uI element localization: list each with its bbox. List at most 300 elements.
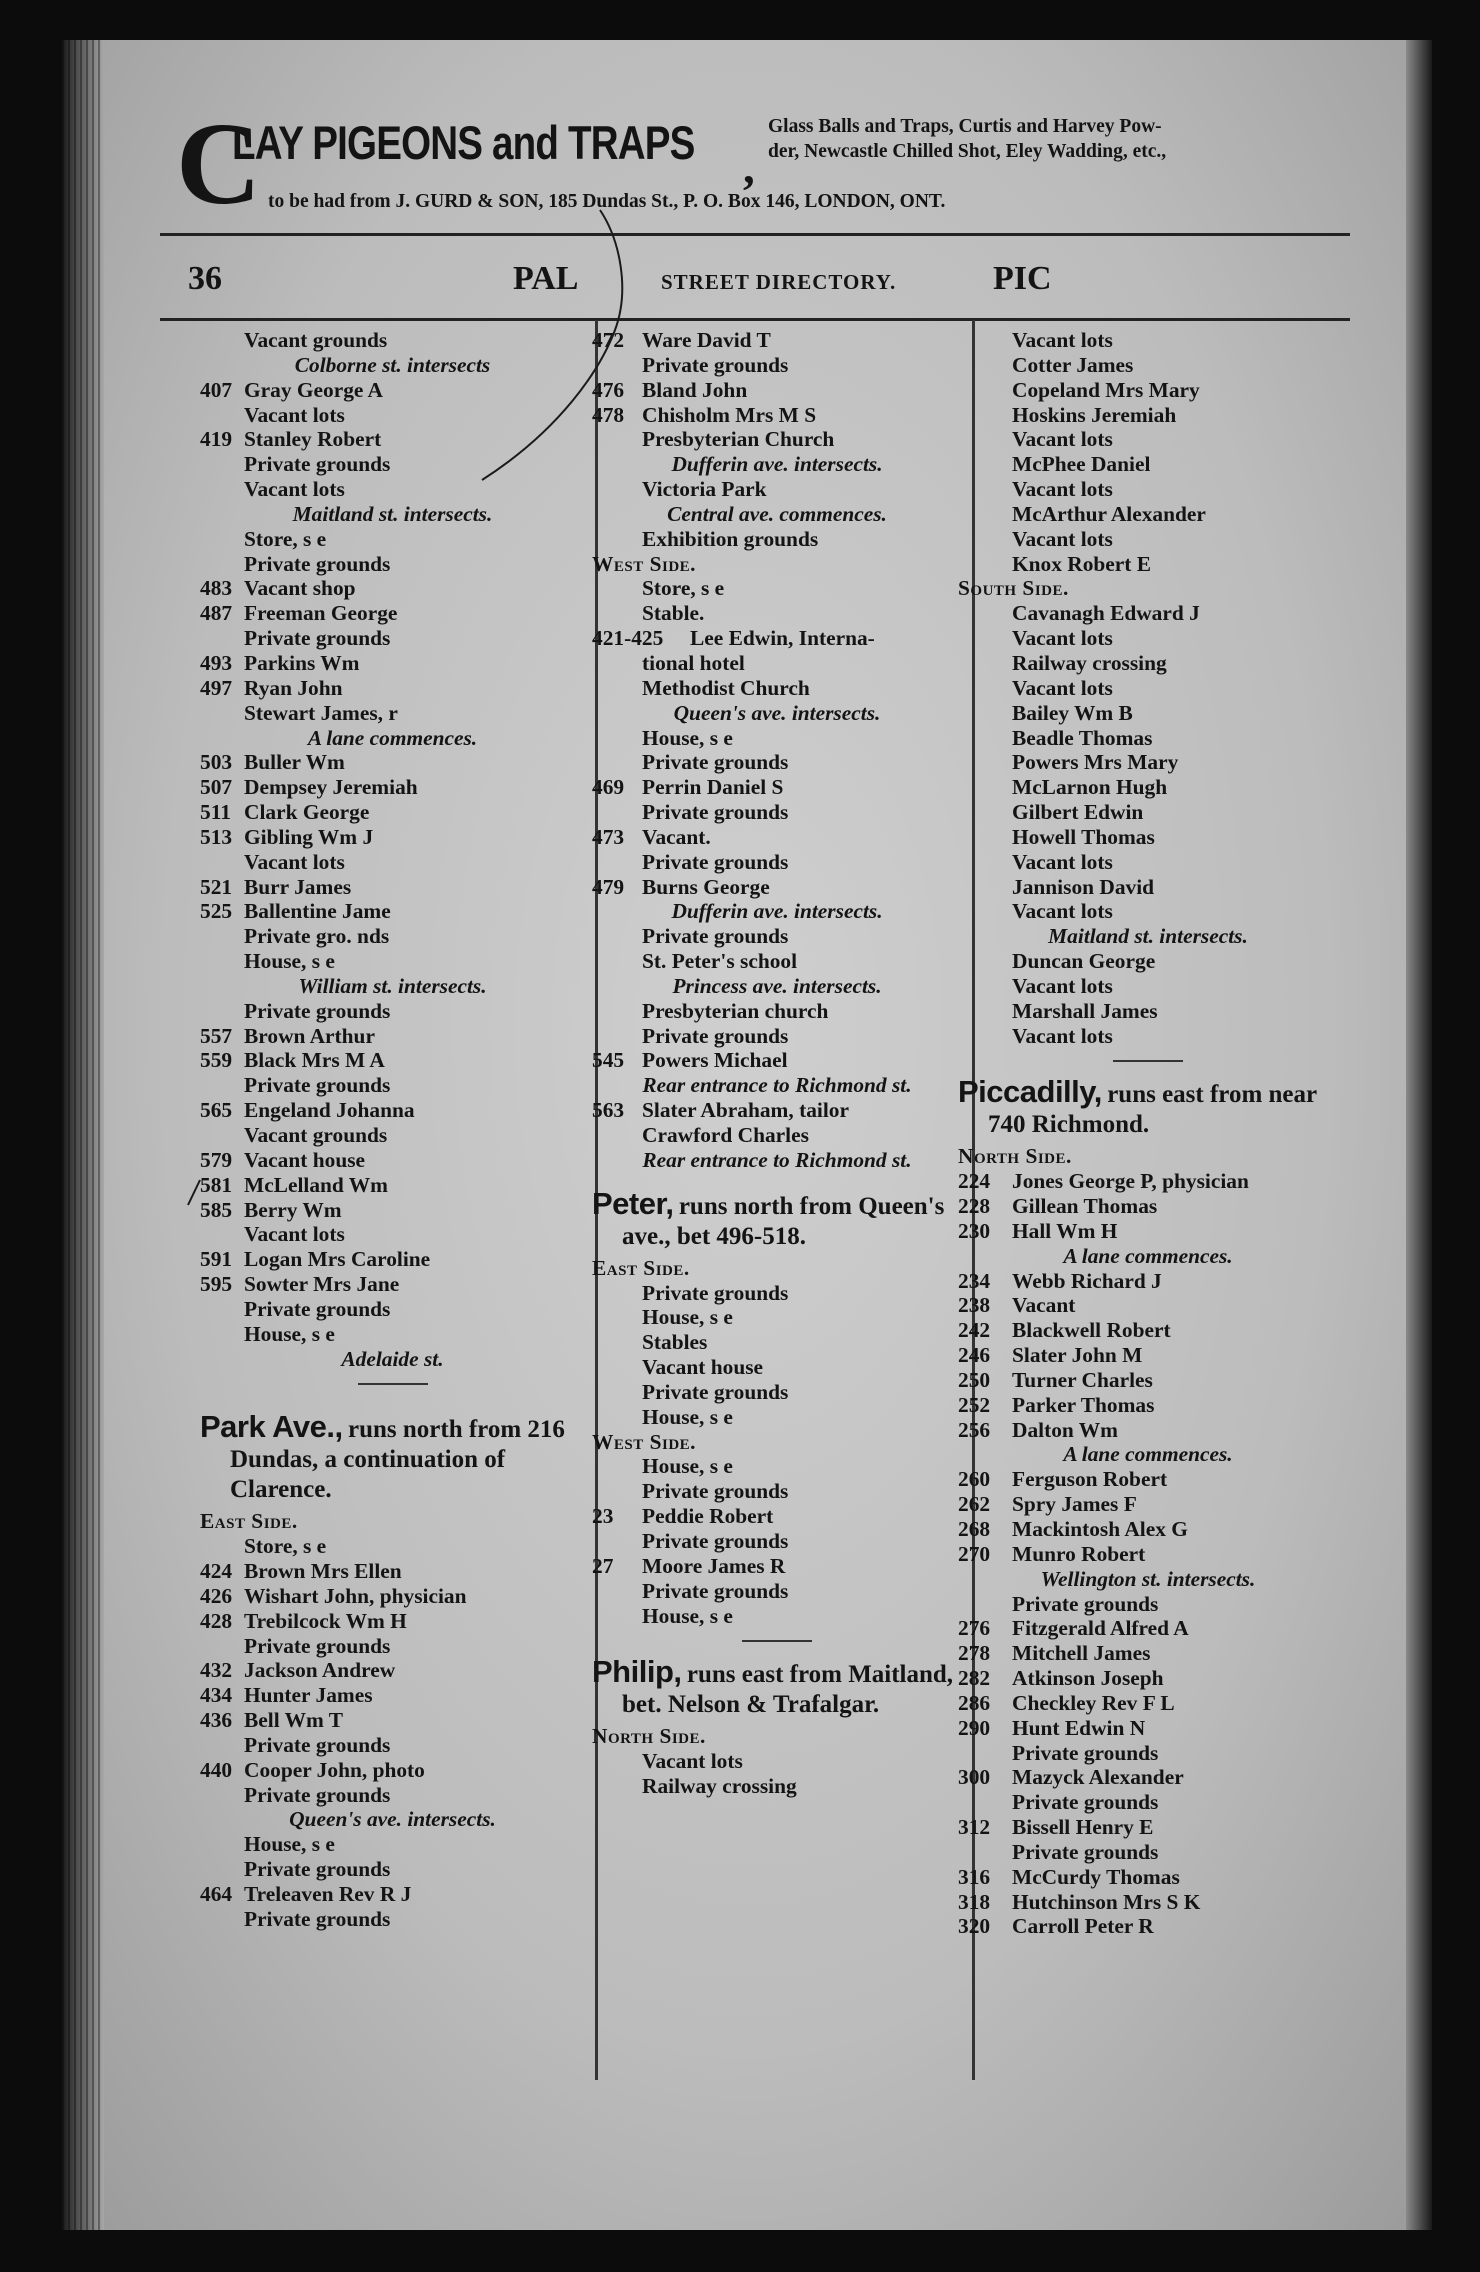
directory-entry — [200, 850, 585, 875]
entry-text: Powers Michael — [642, 1048, 788, 1073]
house-number: 487 — [200, 601, 233, 626]
directory-entry — [592, 726, 962, 751]
entry-text: Brown Mrs Ellen — [244, 1558, 402, 1583]
house-number: 278 — [958, 1641, 991, 1666]
directory-entry — [200, 1559, 585, 1584]
entry-text: Private grounds — [642, 800, 789, 825]
directory-entry — [958, 1666, 1338, 1691]
entry-text: Private grounds — [642, 352, 789, 377]
entry-text: Railway crossing — [1012, 650, 1167, 675]
intersection-text: Central ave. commences. — [667, 501, 887, 526]
entry-text: Vacant lots — [1012, 1023, 1113, 1048]
house-number: 478 — [592, 402, 625, 427]
entry-text: Exhibition grounds — [642, 526, 819, 551]
entry-text: House, s e — [642, 725, 733, 750]
directory-entry — [958, 1914, 1338, 1939]
entry-text: Vacant. — [642, 824, 711, 849]
directory-entry — [958, 1517, 1338, 1542]
directory-entry — [958, 1741, 1338, 1766]
house-number: 268 — [958, 1516, 991, 1541]
intersection-text: A lane commences. — [1063, 1243, 1233, 1268]
directory-entry — [958, 775, 1338, 800]
directory-entry — [592, 1579, 962, 1604]
entry-text: Methodist Church — [642, 675, 810, 700]
section-divider — [958, 1048, 1338, 1073]
directory-entry — [592, 1024, 962, 1049]
entry-text: Vacant lots — [642, 1749, 743, 1774]
entry-text: Ballentine Jame — [244, 899, 391, 924]
directory-entry — [958, 676, 1338, 701]
house-number: 483 — [200, 576, 233, 601]
street-name: Park Ave., — [200, 1409, 343, 1445]
entry-text: Store, s e — [244, 1534, 327, 1559]
side-heading — [958, 1144, 1338, 1169]
divider-rule — [1113, 1060, 1183, 1062]
directory-entry — [592, 825, 962, 850]
directory-entry — [958, 1269, 1338, 1294]
directory-entry — [958, 1194, 1338, 1219]
entry-text: House, s e — [642, 1305, 733, 1330]
entry-text: Private grounds — [1012, 1740, 1159, 1765]
entry-text: Gillean Thomas — [1012, 1194, 1158, 1218]
entry-text: Private grounds — [244, 551, 391, 576]
side-heading — [592, 1256, 962, 1281]
directory-entry — [958, 502, 1338, 527]
directory-entry — [592, 1123, 962, 1148]
house-number: 511 — [200, 800, 231, 825]
directory-entry — [200, 1534, 585, 1559]
directory-entry — [592, 1355, 962, 1380]
directory-entry — [200, 1857, 585, 1882]
intersection-text: A lane commences. — [1063, 1442, 1233, 1467]
directory-entry — [200, 552, 585, 577]
house-number: 472 — [592, 328, 625, 352]
entry-text: Private grounds — [244, 1906, 391, 1931]
directory-entry — [200, 576, 585, 601]
entry-text: Private grounds — [1012, 1839, 1159, 1864]
entry-text: Gray George A — [244, 377, 383, 402]
intersection-note — [958, 1244, 1338, 1269]
directory-entry — [958, 1815, 1338, 1840]
directory-entry — [958, 1865, 1338, 1890]
entry-text: Mitchell James — [1012, 1641, 1151, 1666]
directory-entry — [200, 1634, 585, 1659]
book-spine — [62, 40, 104, 2230]
house-number: 476 — [592, 377, 625, 402]
entry-text: Hunter James — [244, 1683, 373, 1708]
entry-text: Vacant lots — [1012, 328, 1113, 352]
house-number: 424 — [200, 1558, 233, 1583]
entry-text: Private grounds — [1012, 1790, 1159, 1815]
intersection-text: Rear entrance to Richmond st. — [642, 1073, 912, 1098]
entry-text: Vacant lots — [244, 477, 345, 502]
entry-text: Jannison David — [1012, 874, 1155, 899]
entry-text: Victoria Park — [642, 477, 767, 502]
entry-text: Private grounds — [1012, 1591, 1159, 1616]
entry-text: Wishart John, physician — [244, 1583, 467, 1608]
directory-entry — [200, 1907, 585, 1932]
directory-entry — [958, 875, 1338, 900]
entry-text: House, s e — [642, 1404, 733, 1429]
entry-text: Store, s e — [244, 526, 327, 551]
side-heading-text: West Side. — [592, 551, 697, 576]
entry-text: House, s e — [244, 949, 335, 974]
advert-headline: LAY PIGEONS and TRAPS — [232, 116, 695, 169]
house-number: 581 — [200, 1172, 233, 1197]
directory-entry — [958, 999, 1338, 1024]
entry-text: Private grounds — [642, 1379, 789, 1404]
house-number: 421-425 — [592, 626, 664, 651]
advert-rule — [160, 233, 1350, 236]
house-number: 286 — [958, 1690, 991, 1715]
entry-text: Vacant house — [244, 1147, 366, 1172]
directory-entry — [200, 676, 585, 701]
directory-entry — [958, 1368, 1338, 1393]
side-heading-text: East Side. — [200, 1509, 298, 1534]
street-heading — [958, 1073, 1338, 1144]
house-number: 440 — [200, 1757, 233, 1782]
directory-entry — [958, 353, 1338, 378]
house-number: 585 — [200, 1197, 233, 1222]
house-number: 290 — [958, 1715, 991, 1740]
entry-text: Bell Wm T — [244, 1708, 344, 1733]
entry-text: Vacant lots — [244, 849, 345, 874]
directory-entry — [958, 1542, 1338, 1567]
directory-entry — [958, 1418, 1338, 1443]
house-number: 559 — [200, 1048, 233, 1073]
entry-text: Moore James R — [642, 1553, 786, 1578]
directory-entry — [592, 1529, 962, 1554]
house-number: 563 — [592, 1098, 625, 1123]
entry-text: Jones George P, physician — [1012, 1169, 1249, 1194]
directory-entry — [958, 328, 1338, 353]
directory-entry — [592, 1405, 962, 1430]
entry-text: Bland John — [642, 377, 748, 402]
intersection-text: Maitland st. intersects. — [292, 501, 493, 526]
entry-text: Duncan George — [1012, 949, 1156, 974]
directory-entry — [200, 750, 585, 775]
entry-text: Burns George — [642, 874, 770, 899]
directory-entry — [958, 949, 1338, 974]
directory-entry — [592, 949, 962, 974]
directory-entry — [200, 1758, 585, 1783]
street-name: Piccadilly, — [958, 1074, 1102, 1110]
entry-text: Ferguson Robert — [1012, 1467, 1168, 1492]
advert-products-line2: der, Newcastle Chilled Shot, Eley Wadding, etc., — [768, 141, 1167, 162]
house-number: 479 — [592, 874, 625, 899]
directory-entry — [958, 1840, 1338, 1865]
directory-entry — [592, 875, 962, 900]
entry-text: Freeman George — [244, 601, 398, 626]
entry-text: Engeland Johanna — [244, 1098, 415, 1123]
entry-text: Store, s e — [642, 576, 725, 601]
street-description: runs north from 216 Dundas, a continuation of Clarence. — [230, 1416, 565, 1504]
directory-entry — [958, 1393, 1338, 1418]
directory-entry — [958, 825, 1338, 850]
entry-text: Mazyck Alexander — [1012, 1765, 1184, 1790]
entry-text: Vacant lots — [244, 402, 345, 427]
entry-text: Cavanagh Edward J — [1012, 601, 1200, 626]
directory-entry — [200, 601, 585, 626]
intersection-note — [592, 701, 962, 726]
directory-entry — [958, 378, 1338, 403]
house-number: 316 — [958, 1864, 991, 1889]
directory-entry — [200, 378, 585, 403]
directory-entry — [200, 1708, 585, 1733]
entry-text: Mackintosh Alex G — [1012, 1516, 1188, 1541]
house-number: 557 — [200, 1023, 233, 1048]
directory-column-2 — [592, 328, 962, 1799]
advert-products — [768, 114, 1346, 164]
entry-text: Clark George — [244, 800, 370, 825]
entry-text: Private grounds — [642, 1528, 789, 1553]
entry-text: Vacant lots — [1012, 626, 1113, 651]
entry-text: Ryan John — [244, 675, 343, 700]
entry-text: Private grounds — [244, 626, 391, 651]
house-number: 228 — [958, 1194, 991, 1218]
directory-entry — [200, 1832, 585, 1857]
entry-text: Presbyterian church — [642, 998, 829, 1023]
directory-entry — [200, 1658, 585, 1683]
directory-entry — [200, 924, 585, 949]
directory-entry — [200, 875, 585, 900]
directory-column-1 — [200, 328, 585, 1932]
entry-text: Vacant lots — [1012, 675, 1113, 700]
directory-entry — [200, 825, 585, 850]
directory-entry — [958, 427, 1338, 452]
entry-text: McLarnon Hugh — [1012, 775, 1168, 800]
directory-entry — [200, 1048, 585, 1073]
directory-entry — [200, 1247, 585, 1272]
entry-text: Private grounds — [642, 750, 789, 775]
directory-entry — [200, 1783, 585, 1808]
intersection-note — [592, 452, 962, 477]
house-number: 525 — [200, 899, 233, 924]
house-number: 260 — [958, 1467, 991, 1492]
directory-entry — [200, 1198, 585, 1223]
directory-entry — [592, 999, 962, 1024]
house-number: 407 — [200, 377, 233, 402]
entry-text: Vacant lots — [1012, 973, 1113, 998]
house-number: 513 — [200, 824, 233, 849]
intersection-note — [200, 1347, 585, 1372]
intersection-note — [200, 502, 585, 527]
entry-text: Atkinson Joseph — [1012, 1666, 1164, 1691]
house-number: 256 — [958, 1417, 991, 1442]
directory-entry — [592, 403, 962, 428]
directory-entry — [200, 1098, 585, 1123]
directory-column-3 — [958, 328, 1338, 1939]
side-heading-text: South Side. — [958, 576, 1069, 601]
directory-entry — [958, 403, 1338, 428]
entry-text: Beadle Thomas — [1012, 725, 1153, 750]
street-heading — [200, 1408, 585, 1509]
house-number: 230 — [958, 1218, 991, 1243]
entry-text: McCurdy Thomas — [1012, 1864, 1180, 1889]
intersection-text: Princess ave. intersects. — [672, 973, 882, 998]
intersection-note — [592, 899, 962, 924]
header-title: STREET DIRECTORY. — [661, 270, 897, 294]
house-number: 246 — [958, 1343, 991, 1368]
entry-text: Lee Edwin, Interna- — [690, 626, 875, 651]
directory-entry — [958, 527, 1338, 552]
entry-text: Vacant shop — [244, 576, 356, 601]
directory-entry — [592, 1774, 962, 1799]
entry-text: Stanley Robert — [244, 427, 382, 452]
directory-entry — [958, 1616, 1338, 1641]
intersection-text: William st. intersects. — [298, 973, 487, 998]
entry-text: Dempsey Jeremiah — [244, 775, 418, 800]
side-heading — [592, 1724, 962, 1749]
directory-entry — [958, 651, 1338, 676]
entry-text: Slater Abraham, tailor — [642, 1098, 849, 1123]
entry-text: Vacant — [1012, 1293, 1076, 1318]
directory-entry — [958, 1467, 1338, 1492]
entry-text: Copeland Mrs Mary — [1012, 377, 1200, 402]
directory-entry — [592, 1281, 962, 1306]
directory-entry — [592, 353, 962, 378]
house-number: 262 — [958, 1492, 991, 1517]
house-number: 224 — [958, 1169, 991, 1194]
directory-entry — [200, 477, 585, 502]
directory-entry — [200, 949, 585, 974]
house-number: 432 — [200, 1658, 233, 1683]
intersection-note — [200, 726, 585, 751]
directory-entry — [592, 1504, 962, 1529]
directory-entry — [592, 1554, 962, 1579]
directory-entry — [200, 626, 585, 651]
entry-text: Vacant lots — [1012, 526, 1113, 551]
directory-entry — [200, 1683, 585, 1708]
intersection-text: Dufferin ave. intersects. — [671, 899, 883, 924]
advert-supplier: to be had from J. GURD & SON, 185 Dundas St., P. O. Box 146, LONDON, ONT. — [268, 191, 946, 212]
directory-entry — [592, 427, 962, 452]
directory-entry — [592, 850, 962, 875]
house-number: 595 — [200, 1272, 233, 1297]
entry-text: Bailey Wm B — [1012, 700, 1133, 725]
advert-comma: , — [743, 142, 755, 194]
entry-text: Gibling Wm J — [244, 824, 374, 849]
street-heading — [592, 1653, 962, 1724]
directory-entry — [958, 1716, 1338, 1741]
directory-entry — [958, 1592, 1338, 1617]
entry-text: Hoskins Jeremiah — [1012, 402, 1177, 427]
spacer — [200, 1396, 585, 1408]
house-number: 497 — [200, 675, 233, 700]
divider-rule — [358, 1383, 428, 1385]
entry-text: Vacant lots — [244, 1222, 345, 1247]
entry-text: Munro Robert — [1012, 1541, 1146, 1566]
entry-text: Private grounds — [244, 1073, 391, 1098]
entry-text: Stable. — [642, 601, 705, 626]
entry-text: Brown Arthur — [244, 1023, 375, 1048]
intersection-text: Maitland st. intersects. — [1048, 924, 1248, 949]
entry-text: Peddie Robert — [642, 1504, 774, 1529]
directory-entry — [958, 1293, 1338, 1318]
entry-text: Powers Mrs Mary — [1012, 750, 1179, 775]
intersection-note — [592, 974, 962, 999]
directory-entry — [958, 452, 1338, 477]
advertisement-banner — [176, 98, 1336, 229]
house-number: 579 — [200, 1147, 233, 1172]
intersection-note — [958, 1567, 1338, 1592]
intersection-text: Wellington st. intersects. — [1040, 1566, 1256, 1591]
entry-text: Stewart James, r — [244, 700, 398, 725]
divider-rule — [742, 1640, 812, 1642]
entry-text: House, s e — [642, 1603, 733, 1628]
header-right-word: PIC — [993, 260, 1052, 297]
directory-entry — [592, 1749, 962, 1774]
intersection-note — [958, 1442, 1338, 1467]
entry-text: Presbyterian Church — [642, 427, 835, 452]
entry-text: Chisholm Mrs M S — [642, 402, 817, 427]
directory-entry — [200, 1272, 585, 1297]
entry-text: Hall Wm H — [1012, 1218, 1118, 1243]
directory-entry — [592, 1330, 962, 1355]
intersection-note — [592, 1073, 962, 1098]
directory-entry — [958, 1641, 1338, 1666]
directory-entry — [200, 527, 585, 552]
spacer — [592, 1173, 962, 1185]
entry-text: Crawford Charles — [642, 1123, 809, 1147]
directory-entry — [592, 378, 962, 403]
directory-entry — [958, 899, 1338, 924]
house-number: 282 — [958, 1666, 991, 1691]
street-description: runs east from near 740 Richmond. — [988, 1081, 1317, 1139]
directory-entry — [592, 626, 962, 651]
house-number: 234 — [958, 1268, 991, 1293]
directory-entry — [200, 1173, 585, 1198]
directory-entry — [958, 1790, 1338, 1815]
house-number: 521 — [200, 874, 233, 899]
side-heading — [592, 552, 962, 577]
directory-entry — [200, 452, 585, 477]
house-number: 276 — [958, 1616, 991, 1641]
directory-entry — [200, 1148, 585, 1173]
directory-entry — [592, 750, 962, 775]
directory-entry — [592, 328, 962, 353]
entry-text: Hunt Edwin N — [1012, 1715, 1146, 1740]
entry-text: Cotter James — [1012, 352, 1134, 377]
house-number: 434 — [200, 1683, 233, 1708]
entry-text: Vacant lots — [1012, 849, 1113, 874]
page-edge-shadow — [1406, 40, 1432, 2230]
directory-entry — [592, 1098, 962, 1123]
house-number: 320 — [958, 1914, 991, 1939]
entry-text: Jackson Andrew — [244, 1658, 396, 1683]
entry-text: Carroll Peter R — [1012, 1914, 1154, 1939]
entry-text: Stables — [642, 1330, 708, 1355]
directory-entry — [200, 1222, 585, 1247]
entry-text: tional hotel — [642, 650, 745, 675]
directory-entry — [200, 775, 585, 800]
entry-text: Turner Charles — [1012, 1367, 1153, 1392]
house-number: 312 — [958, 1815, 991, 1840]
entry-text: Private grounds — [244, 452, 391, 477]
house-number: 238 — [958, 1293, 991, 1318]
directory-entry — [958, 850, 1338, 875]
side-heading-text: East Side. — [592, 1255, 690, 1280]
directory-entry — [200, 1073, 585, 1098]
directory-entry — [200, 1882, 585, 1907]
entry-text: Private grounds — [244, 1296, 391, 1321]
entry-text: McPhee Daniel — [1012, 452, 1151, 477]
intersection-note — [200, 353, 585, 378]
entry-text: Checkley Rev F L — [1012, 1690, 1175, 1715]
directory-entry — [592, 1048, 962, 1073]
directory-entry — [592, 775, 962, 800]
entry-text: Black Mrs M A — [244, 1048, 385, 1073]
